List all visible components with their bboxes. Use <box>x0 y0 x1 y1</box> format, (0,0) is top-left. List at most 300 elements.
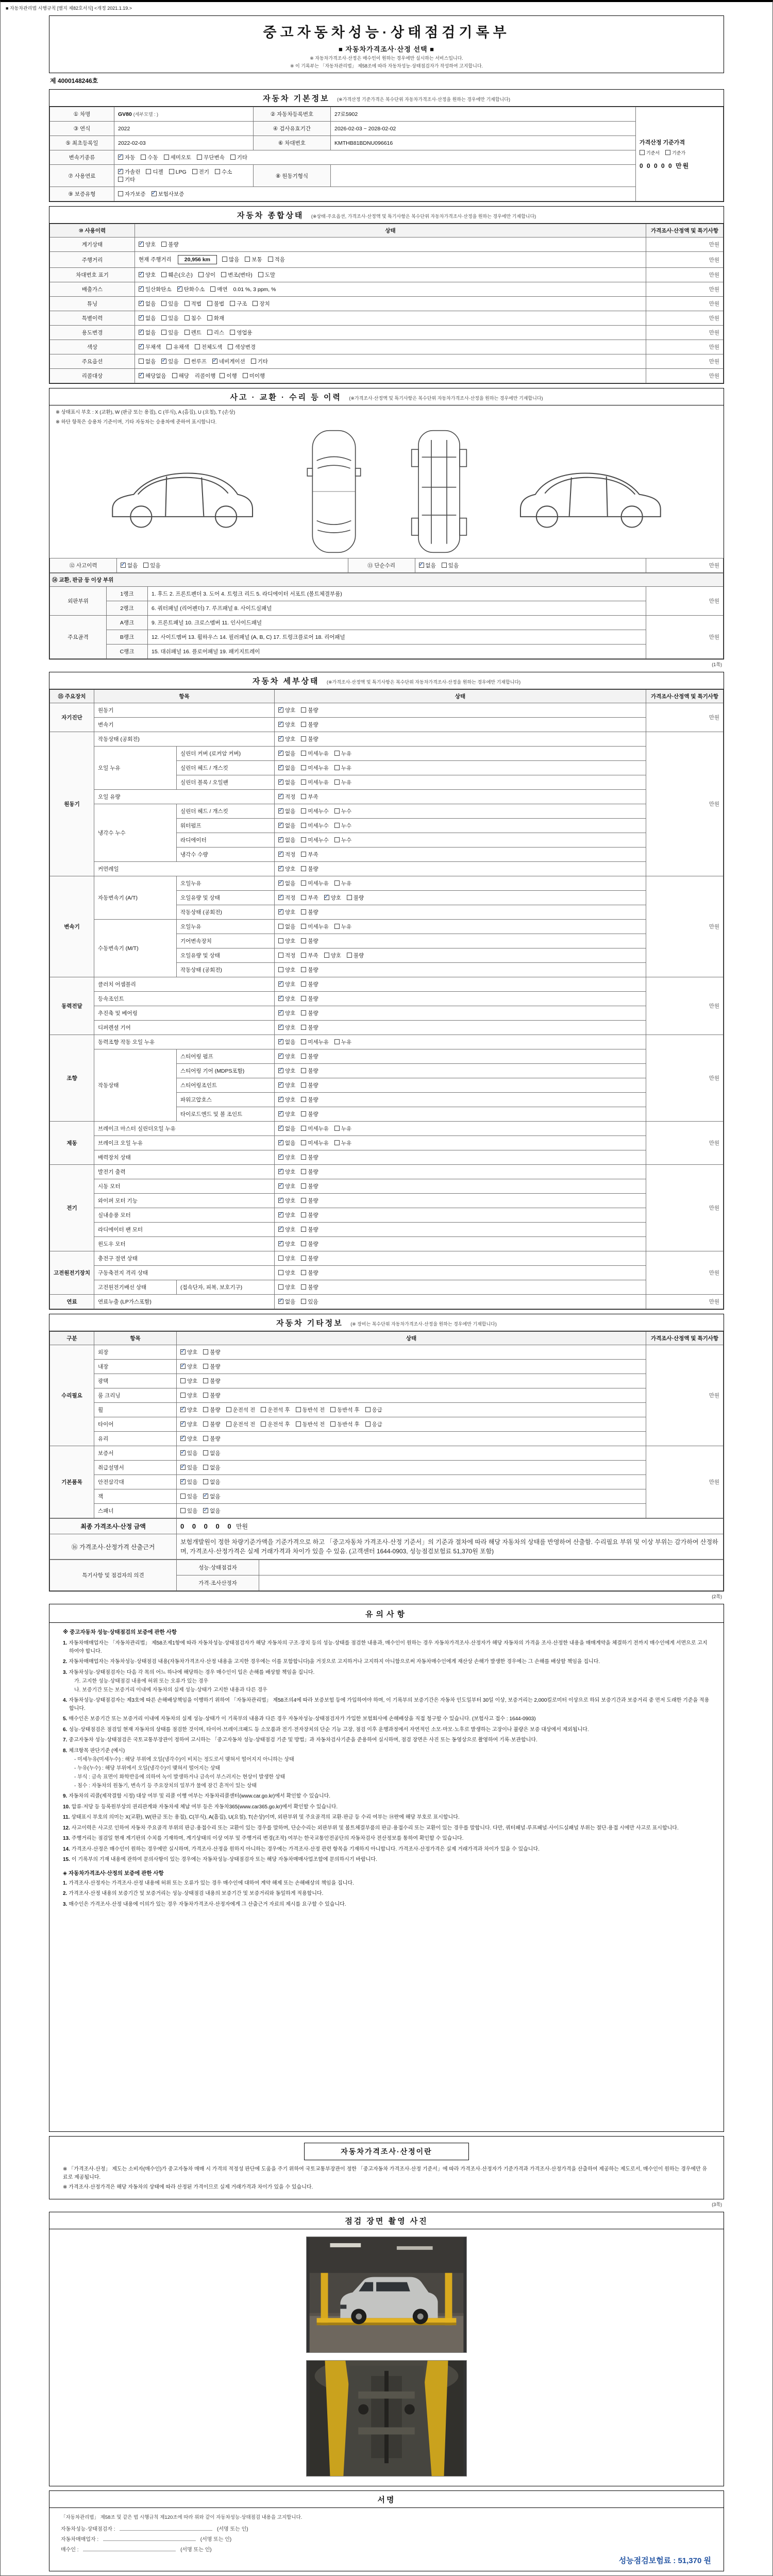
panel-row <box>50 601 724 616</box>
checkbox-option[interactable] <box>161 300 178 308</box>
form-reference: ■ 자동차관리법 시행규칙 [별지 제82호서식] <개정 2021.1.19.> <box>6 6 132 11</box>
checkbox-label: 미세누유 <box>308 1140 329 1146</box>
checkbox-option[interactable] <box>228 343 256 351</box>
checkbox-option[interactable] <box>301 721 318 728</box>
checkbox-option[interactable] <box>207 314 224 322</box>
checkbox-option[interactable] <box>180 1449 197 1457</box>
unchecked-checkbox-icon <box>334 880 340 886</box>
checkbox-option[interactable] <box>278 706 295 714</box>
checkbox-option[interactable] <box>301 1211 318 1219</box>
checkbox-option[interactable] <box>152 190 184 198</box>
checkbox-option[interactable] <box>253 300 270 308</box>
misc-row <box>50 1504 724 1518</box>
checkbox-option[interactable] <box>301 923 329 930</box>
checkbox-option[interactable] <box>296 1420 325 1428</box>
checkbox-option[interactable] <box>278 1269 295 1277</box>
final-price-label: 최종 가격조사·산정 금액 <box>50 1519 177 1534</box>
checkbox-option[interactable] <box>301 1255 318 1262</box>
checkbox-option[interactable] <box>180 1377 197 1385</box>
detail-part-label: 워터펌프 <box>177 819 275 833</box>
inline-label: 현재 주행거리 <box>139 257 172 263</box>
checkbox-option[interactable] <box>221 271 253 279</box>
detail-part-label: 오일누유 <box>177 920 275 934</box>
checkbox-option[interactable] <box>210 285 227 293</box>
checked-checkbox-icon <box>278 1169 283 1174</box>
checkbox-option[interactable] <box>203 1435 220 1443</box>
checkbox-option[interactable] <box>203 1493 220 1500</box>
checkbox-option[interactable] <box>301 1024 318 1031</box>
unchecked-checkbox-icon <box>301 823 306 828</box>
checkbox-option[interactable] <box>278 1110 295 1118</box>
inspection-photo-underbody <box>306 2360 467 2477</box>
detail-state <box>275 1165 646 1179</box>
checkbox-option[interactable] <box>365 1420 382 1428</box>
checkbox-option[interactable] <box>278 1211 295 1219</box>
checkbox-option[interactable] <box>278 1154 295 1161</box>
checkbox-option[interactable] <box>301 807 329 815</box>
misc-row <box>50 1360 724 1374</box>
unchecked-checkbox-icon <box>118 191 123 196</box>
checkbox-label: 없음 <box>285 1126 296 1132</box>
checkbox-option[interactable] <box>301 1067 318 1075</box>
checkbox-option[interactable] <box>207 329 224 336</box>
checkbox-option[interactable] <box>180 1406 197 1414</box>
checkbox-option[interactable] <box>268 256 285 263</box>
checked-checkbox-icon <box>278 1140 283 1145</box>
unchecked-checkbox-icon <box>301 722 306 727</box>
checkbox-option[interactable] <box>180 1363 197 1370</box>
checkbox-option[interactable] <box>139 343 161 351</box>
detail-state <box>275 1049 646 1064</box>
checkbox-option[interactable] <box>143 562 160 569</box>
checkbox-option[interactable] <box>278 851 295 858</box>
checkbox-option[interactable] <box>278 923 295 930</box>
checkbox-option[interactable] <box>203 1348 220 1356</box>
checkbox-label: 불량 <box>308 1054 318 1060</box>
checkbox-option[interactable] <box>301 879 329 887</box>
checkbox-option[interactable] <box>442 562 459 569</box>
checkbox-option[interactable] <box>278 1009 295 1017</box>
final-price-unit: 만원 <box>236 1523 248 1530</box>
checkbox-option[interactable] <box>301 1053 318 1060</box>
checkbox-option[interactable] <box>301 1038 329 1046</box>
checkbox-option[interactable] <box>278 865 295 873</box>
panel-row <box>50 630 724 645</box>
checkbox-option[interactable] <box>278 1139 295 1147</box>
checkbox-option[interactable] <box>324 952 341 959</box>
checkbox-option[interactable] <box>278 1226 295 1233</box>
checkbox-option[interactable] <box>334 879 351 887</box>
overall-item-label: 계기상태 <box>50 238 135 252</box>
checkbox-option[interactable] <box>301 1139 329 1147</box>
checkbox-option[interactable] <box>301 937 318 945</box>
checkbox-option[interactable] <box>301 1096 318 1104</box>
checkbox-option[interactable] <box>301 735 318 743</box>
checkbox-option[interactable] <box>301 980 318 988</box>
misc-item-label: 유리 <box>94 1432 177 1446</box>
checkbox-option[interactable] <box>180 1493 197 1500</box>
checkbox-option[interactable] <box>230 300 247 308</box>
checkbox-option[interactable] <box>278 764 295 772</box>
checkbox-option[interactable] <box>251 358 268 365</box>
checkbox-label: 불량 <box>308 1241 318 1247</box>
checkbox-option[interactable] <box>203 1449 220 1457</box>
checkbox-option[interactable] <box>347 894 364 902</box>
unchecked-checkbox-icon <box>278 924 283 929</box>
checkbox-option[interactable] <box>261 1420 290 1428</box>
checkbox-option[interactable] <box>161 314 178 322</box>
checkbox-option[interactable] <box>278 966 295 974</box>
checkbox-option[interactable] <box>278 735 295 743</box>
checked-checkbox-icon <box>278 1212 283 1217</box>
checkbox-option[interactable] <box>180 1420 197 1428</box>
checkbox-option[interactable] <box>261 1406 290 1414</box>
signature-line[interactable] <box>103 2536 196 2541</box>
signature-row: 자동차성능·상태점검자 : (서명 또는 인) <box>61 2526 248 2532</box>
unchecked-checkbox-icon <box>180 1393 186 1398</box>
checkbox-option[interactable] <box>203 1464 220 1471</box>
checkbox-option[interactable] <box>177 285 205 293</box>
checkbox-option[interactable] <box>278 1053 295 1060</box>
overall-price: 만원 <box>646 369 724 383</box>
checkbox-option[interactable] <box>334 1125 351 1132</box>
checkbox-option[interactable] <box>141 154 158 161</box>
detail-state <box>275 1093 646 1107</box>
checkbox-option[interactable] <box>278 908 295 916</box>
detail-part-label: 냉각수 수량 <box>177 848 275 862</box>
checked-checkbox-icon <box>203 1508 208 1513</box>
checkbox-option[interactable] <box>334 764 351 772</box>
checked-checkbox-icon <box>278 1126 283 1131</box>
unchecked-checkbox-icon <box>141 155 146 160</box>
unchecked-checkbox-icon <box>365 1407 371 1412</box>
unchecked-checkbox-icon <box>164 155 169 160</box>
car-diagram-front-quarter-view <box>100 447 260 537</box>
checkbox-option[interactable] <box>195 343 223 351</box>
checkbox-option[interactable] <box>301 764 329 772</box>
unchecked-checkbox-icon <box>161 242 166 247</box>
unchecked-checkbox-icon <box>228 344 233 349</box>
checkbox-option[interactable] <box>301 836 329 844</box>
checkbox-label: 없음 <box>210 1465 221 1471</box>
checkbox-option[interactable] <box>192 168 209 176</box>
checkbox-option[interactable] <box>180 1507 197 1515</box>
checked-checkbox-icon <box>121 563 126 568</box>
checkbox-option[interactable] <box>226 1420 256 1428</box>
overall-table <box>49 224 724 383</box>
checkbox-option[interactable] <box>301 1110 318 1118</box>
checkbox-option[interactable] <box>220 372 237 380</box>
final-price-zeros: 0 0 0 0 0 <box>180 1522 234 1530</box>
checkbox-option[interactable] <box>215 168 232 176</box>
checkbox-option[interactable] <box>301 1125 329 1132</box>
checkbox-option[interactable] <box>278 836 295 844</box>
checkbox-option[interactable] <box>301 894 318 902</box>
checkbox-option[interactable] <box>139 241 156 248</box>
checked-checkbox-icon <box>118 155 123 160</box>
checkbox-label: 양호 <box>187 1364 198 1370</box>
checkbox-option[interactable] <box>278 952 295 959</box>
checkbox-option[interactable] <box>245 256 262 263</box>
checkbox-option[interactable] <box>184 358 207 365</box>
checkbox-option[interactable] <box>301 1283 318 1291</box>
checkbox-option[interactable] <box>334 923 351 930</box>
checkbox-option[interactable] <box>278 1024 295 1031</box>
checkbox-option[interactable] <box>118 176 135 183</box>
detail-state <box>275 1064 646 1078</box>
checkbox-option[interactable] <box>139 285 172 293</box>
checkbox-option[interactable] <box>278 721 295 728</box>
checkbox-option[interactable] <box>278 980 295 988</box>
checkbox-option[interactable] <box>118 168 140 176</box>
unchecked-checkbox-icon <box>278 938 283 943</box>
checkbox-option[interactable] <box>301 1081 318 1089</box>
checkbox-option[interactable] <box>330 1406 360 1414</box>
checkbox-option[interactable] <box>296 1406 325 1414</box>
checkbox-option[interactable] <box>365 1406 382 1414</box>
checkbox-option[interactable] <box>139 329 156 336</box>
checkbox-option[interactable] <box>139 358 156 365</box>
checkbox-label: LPG <box>175 169 187 175</box>
checkbox-option[interactable] <box>207 300 224 308</box>
checkbox-option[interactable] <box>278 750 295 757</box>
unchecked-checkbox-icon <box>278 1284 283 1290</box>
checkbox-option[interactable] <box>278 1096 295 1104</box>
detail-state <box>275 1280 646 1295</box>
checkbox-option[interactable] <box>161 329 178 336</box>
checked-checkbox-icon <box>278 1241 283 1246</box>
checkbox-option[interactable] <box>278 1298 295 1306</box>
checkbox-option[interactable] <box>118 154 135 161</box>
checkbox-option[interactable] <box>118 190 146 198</box>
checkbox-option[interactable] <box>278 1067 295 1075</box>
checkbox-option[interactable] <box>301 995 318 1003</box>
checkbox-option[interactable] <box>301 865 318 873</box>
checkbox-label: 적정 <box>285 895 296 901</box>
checkbox-option[interactable] <box>419 562 436 569</box>
misc-row <box>50 1475 724 1489</box>
checkbox-option[interactable] <box>301 1154 318 1161</box>
unchecked-checkbox-icon <box>296 1407 301 1412</box>
checkbox-option[interactable] <box>184 314 201 322</box>
checkbox-option[interactable] <box>203 1363 220 1370</box>
checkbox-label: 양호 <box>285 909 296 916</box>
checkbox-label: 양호 <box>285 707 296 714</box>
notice-subitem: - 부식 : 금속 표면이 화학반응에 의하여 녹이 발생하거나 금속이 부스러지는 현상이 발생한 상태 <box>74 1774 285 1780</box>
checkbox-option[interactable] <box>222 256 239 263</box>
checkbox-option[interactable] <box>203 1392 220 1399</box>
checkbox-label: 미세누유 <box>308 1126 329 1132</box>
unchecked-checkbox-icon <box>166 344 172 349</box>
checkbox-option[interactable] <box>161 271 193 279</box>
checkbox-option[interactable] <box>640 149 660 156</box>
misc-item-label: 외장 <box>94 1345 177 1360</box>
checkbox-option[interactable] <box>334 750 351 757</box>
checkbox-option[interactable] <box>278 1038 295 1046</box>
panel-rank-label: A랭크 <box>107 616 148 630</box>
checkbox-option[interactable] <box>278 793 295 801</box>
detail-part-label: 라디에이터 <box>177 833 275 848</box>
checkbox-option[interactable] <box>347 952 364 959</box>
checkbox-option[interactable] <box>278 822 295 829</box>
checkbox-label: 불량 <box>308 736 318 742</box>
checked-checkbox-icon <box>419 563 424 568</box>
checkbox-label: 침수 <box>191 315 201 321</box>
checkbox-option[interactable] <box>301 1226 318 1233</box>
detail-part-label: 실린더 커버 (로커암 커버) <box>177 747 275 761</box>
detail-item-label: 작동상태 (공회전) <box>94 732 275 747</box>
checkbox-option[interactable] <box>301 793 318 801</box>
checkbox-option[interactable] <box>278 937 295 945</box>
checkbox-option[interactable] <box>139 271 156 279</box>
checkbox-option[interactable] <box>278 1283 295 1291</box>
checkbox-option[interactable] <box>301 966 318 974</box>
checkbox-option[interactable] <box>203 1507 220 1515</box>
notice-item-number: 10. <box>63 1804 70 1810</box>
checkbox-option[interactable] <box>161 241 178 248</box>
photos-section-head <box>49 2212 724 2229</box>
checkbox-option[interactable] <box>665 149 685 156</box>
misc-row <box>50 1374 724 1388</box>
checkbox-option[interactable] <box>243 372 265 380</box>
checkbox-option[interactable] <box>334 1139 351 1147</box>
checkbox-option[interactable] <box>278 1182 295 1190</box>
checkbox-option[interactable] <box>203 1377 220 1385</box>
checkbox-option[interactable] <box>230 329 252 336</box>
misc-section-head <box>49 1314 724 1331</box>
checkbox-option[interactable] <box>230 154 247 161</box>
notice-item: 5. 매수인은 보증기간 또는 보증거리 이내에 자동차의 실제 성능·상태가 이 기록부의 내용과 다른 경우 자동차성능·상태점검자가 가입한 보험회사에 손해배상을 직접 청구할 수 있습니다. (보험사고 접수 : 1644-0903) <box>63 1716 536 1722</box>
checkbox-option[interactable] <box>301 1240 318 1248</box>
checkbox-option[interactable] <box>184 300 201 308</box>
misc-state <box>177 1461 646 1475</box>
checkbox-option[interactable] <box>301 851 318 858</box>
signature-line[interactable] <box>120 2526 212 2531</box>
misc-section-title: 자동차 기타정보 <box>276 1319 343 1328</box>
checkbox-option[interactable] <box>172 372 189 380</box>
checkbox-option[interactable] <box>301 1009 318 1017</box>
detail-item-label: 윈도우 모터 <box>94 1237 275 1251</box>
checkbox-option[interactable] <box>203 1406 220 1414</box>
checkbox-label: 기타 <box>125 177 136 183</box>
checkbox-option[interactable] <box>180 1392 197 1399</box>
unchecked-checkbox-icon <box>195 344 200 349</box>
checkbox-option[interactable] <box>212 358 245 365</box>
checkbox-option[interactable] <box>301 1298 318 1306</box>
checkbox-option[interactable] <box>278 1197 295 1205</box>
checkbox-option[interactable] <box>334 836 351 844</box>
checkbox-option[interactable] <box>184 329 201 336</box>
signature-intro: 「자동차관리법」 제58조 및 같은 법 시행규칙 제120조에 따라 위와 같이 자동차성능·상태점검 내용을 고지합니다. <box>61 2514 303 2520</box>
checkbox-option[interactable] <box>278 894 295 902</box>
checkbox-option[interactable] <box>278 1081 295 1089</box>
checkbox-option[interactable] <box>139 314 156 322</box>
signature-line[interactable] <box>83 2546 176 2551</box>
checkbox-option[interactable] <box>301 1168 318 1176</box>
checkbox-label: 없음 <box>285 1039 296 1045</box>
checkbox-option[interactable] <box>203 1478 220 1486</box>
unchecked-checkbox-icon <box>230 301 235 306</box>
checkbox-option[interactable] <box>278 778 295 786</box>
checkbox-option[interactable] <box>301 1197 318 1205</box>
first-reg-label: ⑤ 최초등록일 <box>50 136 114 150</box>
checkbox-option[interactable] <box>334 1038 351 1046</box>
checkbox-option[interactable] <box>226 1406 256 1414</box>
checkbox-option[interactable] <box>139 300 156 308</box>
checkbox-option[interactable] <box>301 1269 318 1277</box>
checkbox-option[interactable] <box>197 154 225 161</box>
premium-label: 성능점검보험료 : <box>618 2556 676 2565</box>
checkbox-option[interactable] <box>166 343 189 351</box>
unchecked-checkbox-icon <box>324 953 329 958</box>
checkbox-option[interactable] <box>324 894 341 902</box>
checkbox-option[interactable] <box>301 908 318 916</box>
checkbox-option[interactable] <box>278 1255 295 1262</box>
checkbox-option[interactable] <box>180 1478 197 1486</box>
checkbox-option[interactable] <box>169 169 187 175</box>
unchecked-checkbox-icon <box>301 736 306 741</box>
checkbox-option[interactable] <box>301 778 329 786</box>
checkbox-label: 양호 <box>187 1393 198 1399</box>
checkbox-option[interactable] <box>278 807 295 815</box>
checkbox-option[interactable] <box>278 995 295 1003</box>
checkbox-label: 누유 <box>341 1126 352 1132</box>
checkbox-option[interactable] <box>278 1168 295 1176</box>
checkbox-option[interactable] <box>180 1464 197 1471</box>
checkbox-option[interactable] <box>258 271 275 279</box>
checkbox-option[interactable] <box>301 750 329 757</box>
checkbox-option[interactable] <box>278 879 295 887</box>
detail-item-label: 등속조인트 <box>94 992 275 1006</box>
checkbox-option[interactable] <box>198 271 215 279</box>
checkbox-option[interactable] <box>180 1435 197 1443</box>
checked-checkbox-icon <box>278 1082 283 1088</box>
unchecked-checkbox-icon <box>278 1270 283 1275</box>
misc-item-label: 잭 <box>94 1489 177 1504</box>
checked-checkbox-icon <box>278 1198 283 1203</box>
checkbox-label: 양호 <box>285 967 296 973</box>
checkbox-option[interactable] <box>334 778 351 786</box>
checkbox-option[interactable] <box>334 807 351 815</box>
unchecked-checkbox-icon <box>301 909 306 914</box>
misc-row <box>50 1403 724 1417</box>
checkbox-option[interactable] <box>301 1182 318 1190</box>
checkbox-option[interactable] <box>334 822 351 829</box>
checkbox-option[interactable] <box>164 154 192 161</box>
checkbox-option[interactable] <box>139 372 166 380</box>
checkbox-option[interactable] <box>301 706 318 714</box>
detail-state <box>275 833 646 848</box>
panel-rank-label: B랭크 <box>107 630 148 645</box>
checkbox-option[interactable] <box>278 1240 295 1248</box>
checkbox-option[interactable] <box>146 168 163 176</box>
unchecked-checkbox-icon <box>334 924 340 929</box>
checkbox-option[interactable] <box>203 1420 220 1428</box>
checkbox-option[interactable] <box>278 1125 295 1132</box>
panel-row <box>50 616 724 630</box>
checkbox-option[interactable] <box>121 562 138 569</box>
checkbox-option[interactable] <box>180 1348 197 1356</box>
misc-item-label: 내장 <box>94 1360 177 1374</box>
checkbox-option[interactable] <box>301 822 329 829</box>
checkbox-option[interactable] <box>330 1420 360 1428</box>
checkbox-option[interactable] <box>301 952 318 959</box>
detail-price: 만원 <box>646 1035 724 1122</box>
checkbox-option[interactable] <box>161 358 178 365</box>
checkbox-label: 불량 <box>308 1198 318 1204</box>
checked-checkbox-icon <box>278 751 283 756</box>
unchecked-checkbox-icon <box>203 1421 208 1427</box>
